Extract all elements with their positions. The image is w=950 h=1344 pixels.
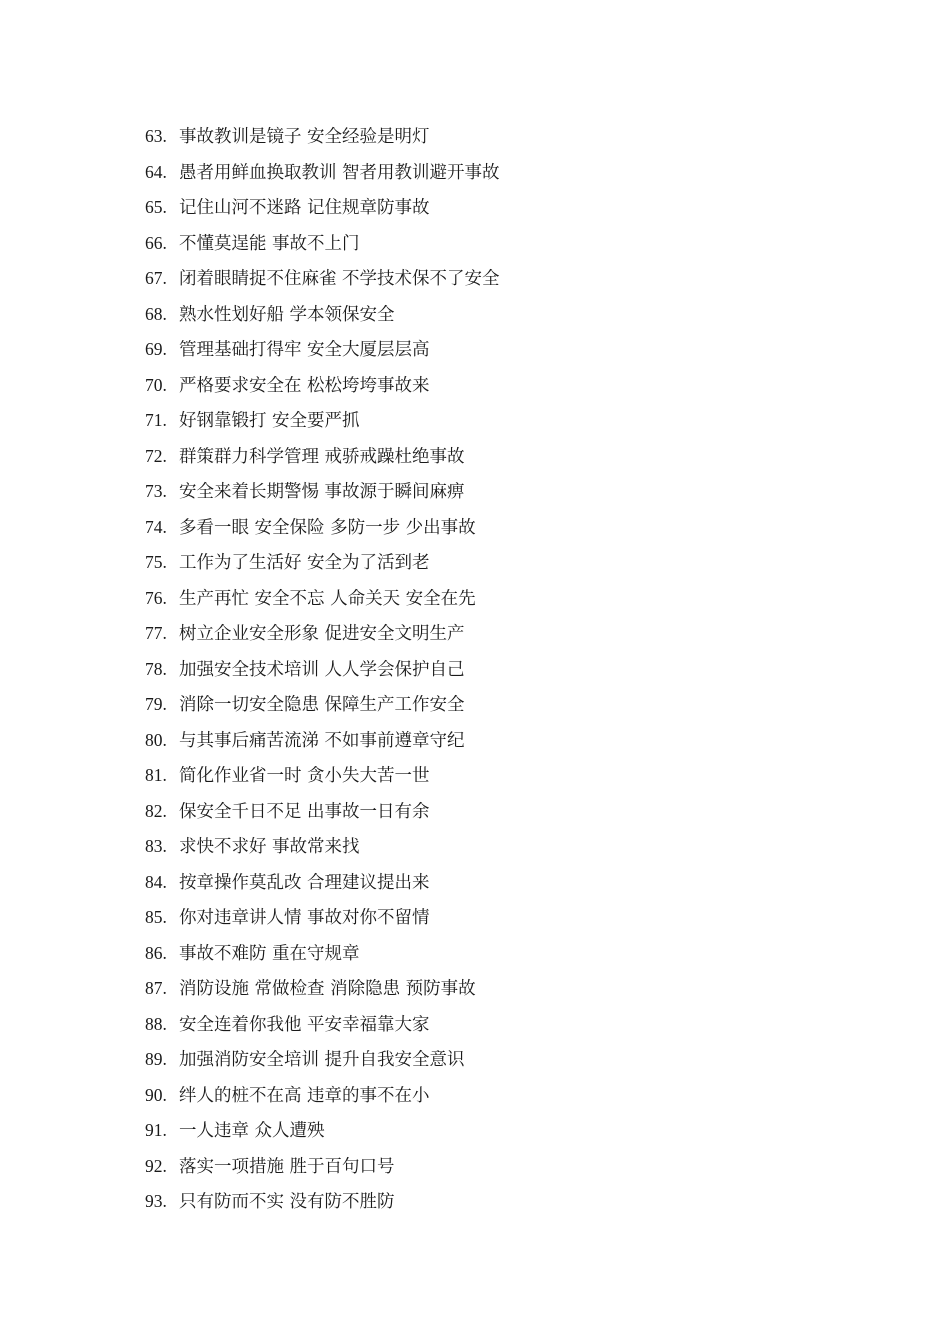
list-item: [145, 1042, 500, 1078]
item-text: 落实一项措施 胜于百句口号: [179, 1156, 395, 1177]
list-item: [145, 332, 500, 368]
item-text: 保安全千日不足 出事故一日有余: [179, 801, 430, 822]
item-number: 88.: [145, 1013, 167, 1034]
item-text: 按章操作莫乱改 合理建议提出来: [179, 872, 430, 893]
item-text: 树立企业安全形象 促进安全文明生产: [179, 624, 465, 644]
item-number: 89.: [145, 1049, 167, 1069]
list-item: [145, 900, 500, 936]
item-text: 不懂莫逞能 事故不上门: [179, 233, 360, 254]
item-number: 81.: [145, 765, 167, 785]
item-text: 好钢靠锻打 安全要严抓: [179, 411, 360, 431]
item-number: 92.: [145, 1155, 167, 1176]
list-item: [145, 758, 500, 794]
item-number: 65.: [145, 197, 167, 217]
item-number: 70.: [145, 374, 167, 395]
list-item: [145, 403, 500, 439]
item-number: 93.: [145, 1191, 167, 1211]
item-text: 简化作业省一时 贪小失大苦一世: [179, 766, 430, 786]
list-item: [145, 474, 500, 510]
list-item: [145, 936, 500, 972]
item-number: 84.: [145, 871, 167, 892]
item-text: 闭着眼睛捉不住麻雀 不学技术保不了安全: [179, 269, 500, 289]
list-item: [145, 1184, 500, 1220]
list-item: [145, 545, 500, 581]
item-number: 79.: [145, 694, 167, 714]
item-number: 83.: [145, 836, 167, 856]
list-item: [145, 155, 500, 191]
item-number: 75.: [145, 552, 167, 572]
item-text: 求快不求好 事故常来找: [179, 837, 360, 857]
slogan-list: [145, 119, 500, 1220]
item-number: 68.: [145, 303, 167, 324]
item-text: 事故不难防 重在守规章: [179, 943, 360, 964]
item-number: 74.: [145, 516, 167, 537]
list-item: [145, 794, 500, 830]
item-text: 与其事后痛苦流涕 不如事前遵章守纪: [179, 730, 465, 751]
item-text: 安全来着长期警惕 事故源于瞬间麻痹: [179, 482, 465, 502]
item-number: 91.: [145, 1120, 167, 1140]
item-text: 事故教训是镜子 安全经验是明灯: [179, 127, 430, 147]
list-item: [145, 368, 500, 404]
list-item: [145, 581, 500, 617]
item-text: 加强安全技术培训 人人学会保护自己: [179, 659, 465, 680]
list-item: [145, 971, 500, 1007]
item-number: 76.: [145, 587, 167, 608]
item-text: 一人违章 众人遭殃: [179, 1121, 325, 1141]
list-item: [145, 1078, 500, 1114]
item-number: 77.: [145, 623, 167, 643]
item-number: 90.: [145, 1084, 167, 1105]
list-item: [145, 261, 500, 297]
item-number: 72.: [145, 445, 167, 466]
item-text: 生产再忙 安全不忘 人命关天 安全在先: [179, 588, 476, 609]
item-text: 群策群力科学管理 戒骄戒躁杜绝事故: [179, 446, 465, 467]
list-item: [145, 226, 500, 262]
item-number: 67.: [145, 268, 167, 288]
item-number: 86.: [145, 942, 167, 963]
item-text: 工作为了生活好 安全为了活到老: [179, 553, 430, 573]
list-item: [145, 297, 500, 333]
item-text: 加强消防安全培训 提升自我安全意识: [179, 1050, 465, 1070]
item-text: 只有防而不实 没有防不胜防: [179, 1192, 395, 1212]
item-number: 63.: [145, 126, 167, 146]
item-number: 78.: [145, 658, 167, 679]
item-text: 愚者用鲜血换取教训 智者用教训避开事故: [179, 162, 500, 183]
list-item: [145, 439, 500, 475]
list-item: [145, 1007, 500, 1043]
item-number: 71.: [145, 410, 167, 430]
item-number: 85.: [145, 907, 167, 927]
list-item: [145, 510, 500, 546]
list-item: [145, 652, 500, 688]
item-number: 87.: [145, 978, 167, 998]
item-number: 73.: [145, 481, 167, 501]
list-item: [145, 829, 500, 865]
list-item: [145, 687, 500, 723]
item-number: 64.: [145, 161, 167, 182]
list-item: [145, 190, 500, 226]
item-text: 多看一眼 安全保险 多防一步 少出事故: [179, 517, 476, 538]
list-item: [145, 616, 500, 652]
item-text: 安全连着你我他 平安幸福靠大家: [179, 1014, 430, 1035]
list-item: [145, 723, 500, 759]
list-item: [145, 865, 500, 901]
item-number: 69.: [145, 339, 167, 359]
item-text: 消除一切安全隐患 保障生产工作安全: [179, 695, 465, 715]
item-text: 你对违章讲人情 事故对你不留情: [179, 908, 430, 928]
item-text: 管理基础打得牢 安全大厦层层高: [179, 340, 430, 360]
item-text: 消防设施 常做检查 消除隐患 预防事故: [179, 979, 476, 999]
item-text: 熟水性划好船 学本领保安全: [179, 304, 395, 325]
item-number: 80.: [145, 729, 167, 750]
item-number: 82.: [145, 800, 167, 821]
item-number: 66.: [145, 232, 167, 253]
list-item: [145, 1113, 500, 1149]
list-item: [145, 119, 500, 155]
item-text: 绊人的桩不在高 违章的事不在小: [179, 1085, 430, 1106]
list-item: [145, 1149, 500, 1185]
item-text: 记住山河不迷路 记住规章防事故: [179, 198, 430, 218]
item-text: 严格要求安全在 松松垮垮事故来: [179, 375, 430, 396]
